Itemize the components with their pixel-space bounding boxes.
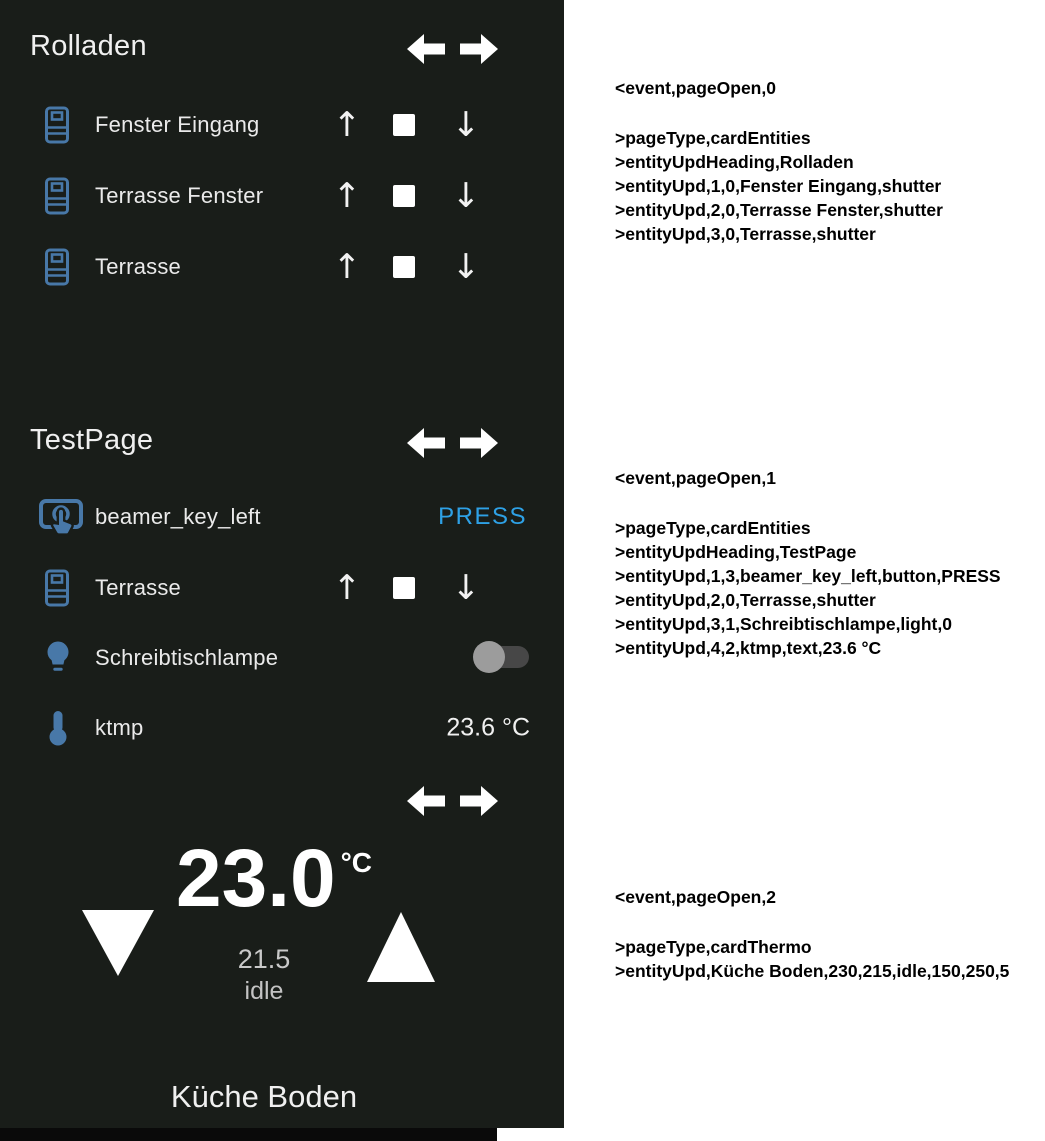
protocol-line: >entityUpdHeading,TestPage [615,542,857,562]
current-temperature-value: 23.0 [175,833,336,924]
window-shutter-icon [44,248,70,286]
entity-row-shutter [0,161,564,231]
entity-name: Schreibtischlampe [95,645,279,670]
window-shutter-icon [44,569,70,607]
protocol-line: >entityUpd,3,0,Terrasse,shutter [615,224,876,244]
entity-row-shutter [0,232,564,302]
protocol-line: >entityUpd,4,2,ktmp,text,23.6 °C [615,638,882,658]
light-toggle-off[interactable] [473,640,529,674]
shutter-stop-button[interactable] [393,577,415,599]
protocol-block-page0 [615,76,1040,246]
page-title: TestPage [30,424,154,456]
page-title: Rolladen [30,30,147,62]
page-nav [407,786,498,816]
protocol-line: >pageType,cardThermo [615,937,812,957]
shutter-down-button[interactable]: ↓ [451,176,481,216]
entity-row-text [0,693,564,763]
shutter-stop-button[interactable] [393,256,415,278]
page-nav [407,34,498,64]
entity-name: Fenster Eingang [95,112,260,137]
entity-row-light [0,623,564,693]
shutter-up-button[interactable]: ↑ [332,568,362,608]
shutter-stop-button[interactable] [393,114,415,136]
press-button[interactable]: PRESS [438,503,527,530]
nav-right-icon[interactable] [460,428,498,458]
lightbulb-icon [44,639,72,677]
shutter-stop-button[interactable] [393,185,415,207]
shutter-down-button[interactable]: ↓ [451,568,481,608]
toggle-knob [473,641,505,673]
shutter-up-button[interactable]: ↑ [332,247,362,287]
protocol-line: >entityUpd,Küche Boden,230,215,idle,150,250,5 [615,961,1010,981]
entity-row-shutter [0,90,564,160]
protocol-block-page1 [615,466,1040,660]
window-shutter-icon [44,106,70,144]
current-temperature [0,833,548,924]
thermometer-icon [48,709,68,747]
gesture-tap-button-icon [38,497,84,537]
event-line: <event,pageOpen,1 [615,468,776,488]
protocol-line: >pageType,cardEntities [615,128,811,148]
event-line: <event,pageOpen,0 [615,78,776,98]
entity-row-shutter [0,553,564,623]
command-lines [615,516,1040,660]
page-nav [407,428,498,458]
entity-name: Terrasse [95,575,181,600]
thermostat-name: Küche Boden [170,1079,358,1114]
panel-bottom-strip [0,1128,497,1141]
protocol-line: >entityUpd,1,0,Fenster Eingang,shutter [615,176,942,196]
protocol-line: >entityUpd,2,0,Terrasse Fenster,shutter [615,200,943,220]
protocol-line: >entityUpdHeading,Rolladen [615,152,854,172]
hvac-state: idle [244,977,284,1005]
temperature-unit: °C [340,847,373,878]
shutter-up-button[interactable]: ↑ [332,105,362,145]
shutter-up-button[interactable]: ↑ [332,176,362,216]
sensor-value: 23.6 °C [446,713,530,742]
entity-name: ktmp [95,715,144,740]
protocol-line: >pageType,cardEntities [615,518,811,538]
nav-left-icon[interactable] [407,786,445,816]
protocol-line: >entityUpd,1,3,beamer_key_left,button,PRESS [615,566,1001,586]
nav-right-icon[interactable] [460,786,498,816]
nav-left-icon[interactable] [407,34,445,64]
protocol-line: >entityUpd,3,1,Schreibtischlampe,light,0 [615,614,952,634]
entity-name: beamer_key_left [95,504,261,529]
target-temperature: 21.5 [237,944,291,974]
command-lines [615,935,1040,983]
shutter-down-button[interactable]: ↓ [451,247,481,287]
protocol-line: >entityUpd,2,0,Terrasse,shutter [615,590,876,610]
entity-name: Terrasse Fenster [95,183,264,208]
window-shutter-icon [44,177,70,215]
nav-left-icon[interactable] [407,428,445,458]
entity-row-button [0,482,564,552]
nav-right-icon[interactable] [460,34,498,64]
shutter-down-button[interactable]: ↓ [451,105,481,145]
event-line: <event,pageOpen,2 [615,887,776,907]
protocol-block-page2 [615,885,1040,983]
entity-name: Terrasse [95,254,181,279]
command-lines [615,126,1040,246]
